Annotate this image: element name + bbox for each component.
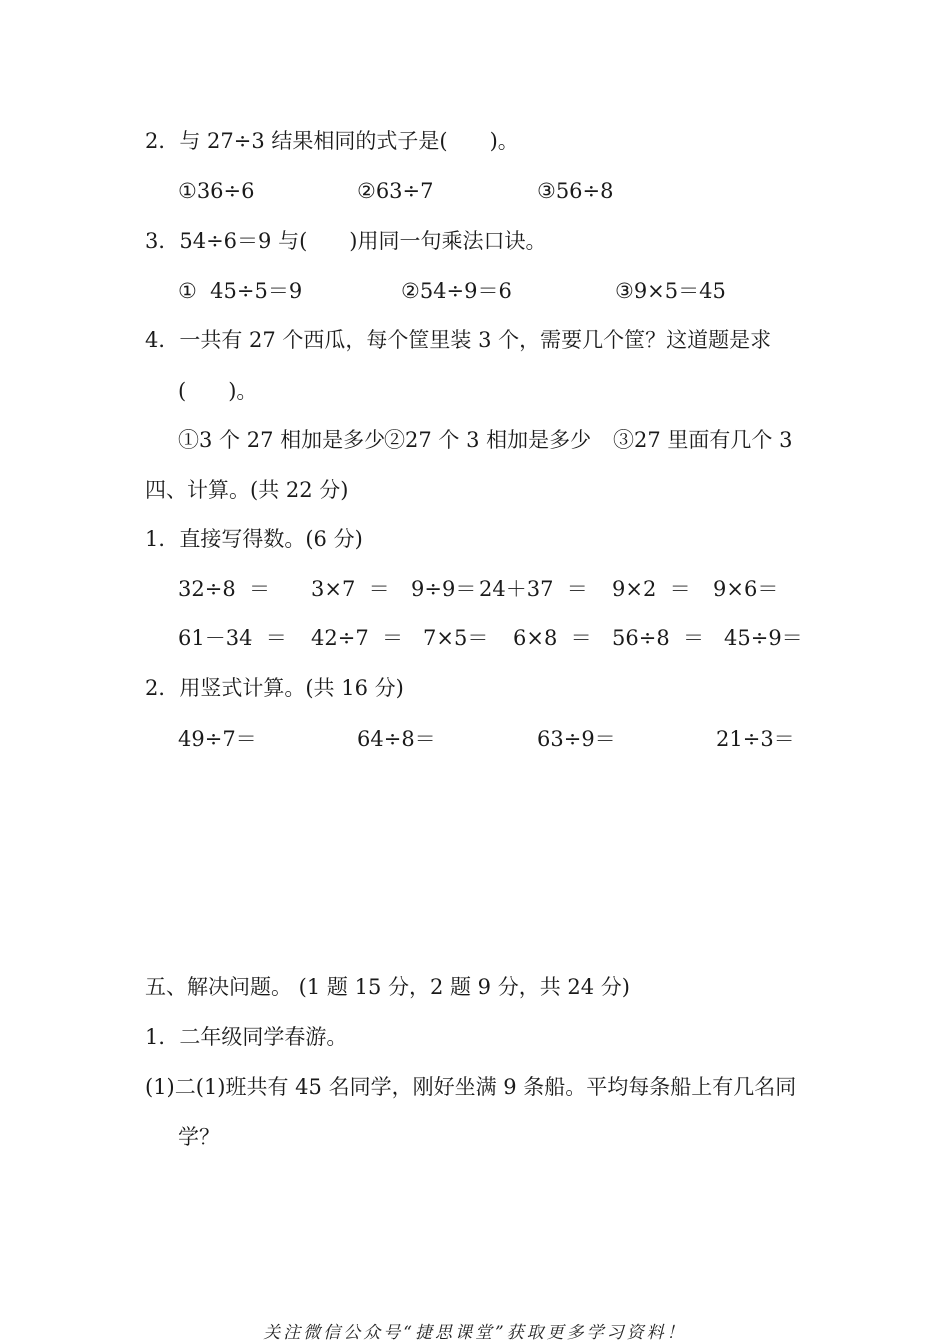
section5-title: 五、解决问题。 (1 题 15 分，2 题 9 分，共 24 分) [145,975,630,999]
calc-r1-c2: 3×7 ＝ [311,577,390,601]
q4-stem-line1: 4．一共有 27 个西瓜，每个筐里装 3 个，需要几个筐？这道题是求 [145,328,772,352]
calc-r1-c5: 9×2 ＝ [612,577,691,601]
q4-option-3: ③27 里面有几个 3 [613,428,793,452]
calc-r1-c1: 32÷8 ＝ [178,577,271,601]
section5-q1-title: 1．二年级同学春游。 [145,1025,348,1049]
calc-r2-c2: 42÷7 ＝ [311,626,404,650]
q4-option-2: ②27 个 3 相加是多少 [384,428,592,452]
calc-r2-c3: 7×5＝ [423,626,489,650]
q4-option-1: ①3 个 27 相加是多少 [178,428,386,452]
section5-q1-sub1-line2: 学？ [178,1125,220,1149]
q3-option-1: ① 45÷5＝9 [178,279,303,303]
q4-stem-line2: ( )。 [178,379,258,403]
vertical-calc-2: 64÷8＝ [357,727,436,751]
q2-stem: 2．与 27÷3 结果相同的式子是( )。 [145,129,519,153]
vertical-calc-3: 63÷9＝ [537,727,616,751]
calc-r2-c1: 61－34 ＝ [178,626,287,650]
vertical-calc-1: 49÷7＝ [178,727,257,751]
section4-title: 四、计算。(共 22 分) [145,478,349,502]
calc-r2-c6: 45÷9＝ [724,626,803,650]
calc-r2-c4: 6×8 ＝ [513,626,592,650]
q2-option-2: ②63÷7 [357,179,434,203]
calc-r1-c4: 24＋37 ＝ [479,577,588,601]
calc-r1-c3: 9÷9＝ [411,577,477,601]
vertical-calc-4: 21÷3＝ [716,727,795,751]
section4-part2-title: 2．用竖式计算。(共 16 分) [145,676,404,700]
calc-r1-c6: 9×6＝ [713,577,779,601]
q3-option-3: ③9×5＝45 [615,279,726,303]
q3-stem: 3．54÷6＝9 与( )用同一句乘法口诀。 [145,229,547,253]
q3-option-2: ②54÷9＝6 [401,279,512,303]
section4-part1-title: 1．直接写得数。(6 分) [145,527,363,551]
q2-option-3: ③56÷8 [537,179,614,203]
calc-r2-c5: 56÷8 ＝ [612,626,705,650]
q2-option-1: ①36÷6 [178,179,255,203]
section5-q1-sub1-line1: (1)二(1)班共有 45 名同学，刚好坐满 9 条船。平均每条船上有几名同 [145,1075,797,1099]
footer-note: 关注微信公众号“捷思课堂”获取更多学习资料！ [263,1323,687,1343]
